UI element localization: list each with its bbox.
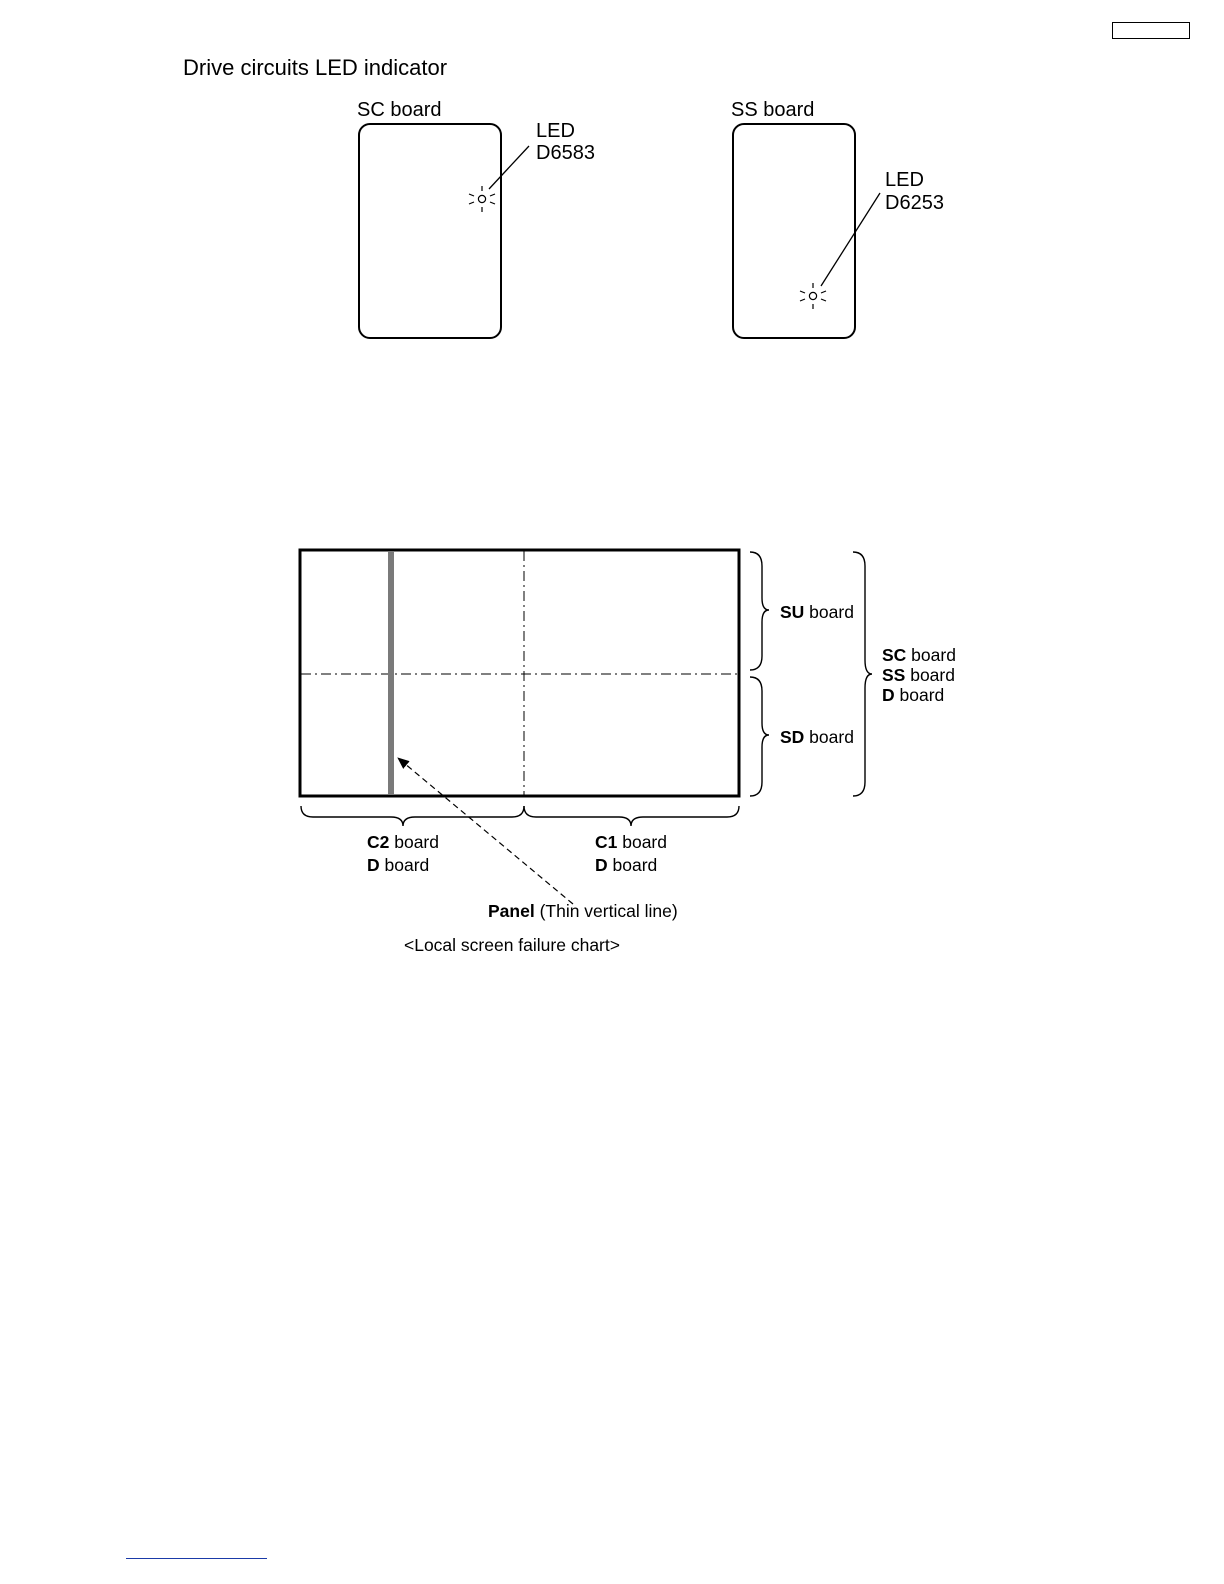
thin-vertical-line-failure <box>388 551 394 795</box>
panel-callout-arrow <box>398 758 573 904</box>
ss-led-label: LED <box>885 169 924 191</box>
ss-led-leader-line <box>821 193 880 286</box>
su-board-label: SU board <box>780 602 854 622</box>
footer-link-rule <box>126 1558 267 1559</box>
panel-callout-label: Panel (Thin vertical line) <box>488 901 678 921</box>
chart-caption: <Local screen failure chart> <box>404 935 620 955</box>
ss-led-icon <box>800 283 826 309</box>
sc-board-group-label: SC board <box>882 645 956 665</box>
c1-board-brace <box>524 806 739 826</box>
drive-boards-brace <box>853 552 872 796</box>
sc-led-label: LED <box>536 120 575 142</box>
sc-board-label: SC board <box>357 99 442 121</box>
c2-d-board-label: D board <box>367 855 430 875</box>
ss-board-label: SS board <box>731 99 815 121</box>
sd-board-label: SD board <box>780 727 854 747</box>
c1-d-board-label: D board <box>595 855 658 875</box>
ss-led-id: D6253 <box>885 192 944 214</box>
c1-board-label: C1 board <box>595 832 667 852</box>
sc-led-leader-line <box>489 146 529 189</box>
sc-led-id: D6583 <box>536 142 595 164</box>
panel-screen-outline <box>300 550 739 796</box>
sc-board-outline <box>359 124 501 338</box>
ss-board-group-label: SS board <box>882 665 955 685</box>
d-board-group-label: D board <box>882 685 945 705</box>
c2-board-brace <box>301 806 524 826</box>
c2-board-label: C2 board <box>367 832 439 852</box>
su-board-brace <box>750 552 769 670</box>
ss-board-outline <box>733 124 855 338</box>
sc-led-icon <box>469 186 495 212</box>
sd-board-brace <box>750 677 769 796</box>
page-heading: Drive circuits LED indicator <box>183 55 448 80</box>
